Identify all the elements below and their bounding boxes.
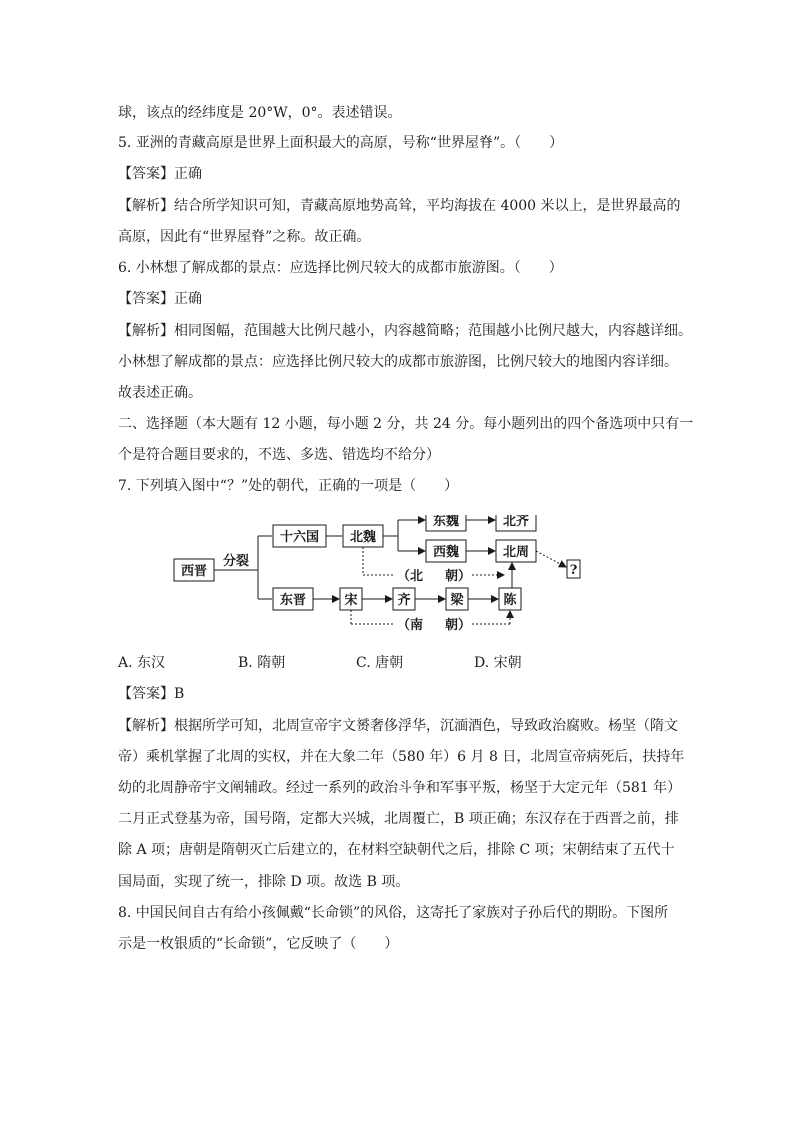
label-beiqi: 北齐 — [502, 515, 530, 529]
question-6-analysis: 【解析】相同图幅，范围越大比例尺越小，内容越简略；范围越小比例尺越大，内容越详细。 — [118, 323, 692, 339]
question-6-analysis: 小林想了解成都的景点：应选择比例尺较大的成都市旅游图，比例尺较大的地图内容详细。 — [118, 354, 678, 370]
label-liang: 梁 — [450, 593, 464, 608]
question-7-analysis: 国局面，实现了统一，排除 D 项。故选 B 项。 — [118, 874, 410, 890]
label-nan: （南 — [396, 618, 424, 633]
label-chao-south: 朝） — [444, 618, 472, 633]
label-split: 分裂 — [222, 554, 250, 569]
question-5-analysis: 【解析】结合所学知识可知，青藏高原地势高耸，平均海拔在 4000 米以上，是世界最高的 — [118, 198, 681, 214]
option-b: B. 隋朝 — [238, 655, 286, 671]
question-6-answer: 【答案】正确 — [118, 291, 202, 307]
label-chao-north: 朝） — [444, 569, 472, 584]
question-5-answer: 【答案】正确 — [118, 166, 202, 182]
label-dongwei: 东魏 — [432, 515, 460, 529]
option-d: D. 宋朝 — [474, 655, 522, 671]
label-dongjin: 东晋 — [279, 593, 307, 608]
label-qi: 齐 — [397, 593, 411, 608]
question-7-analysis: 除 A 项；唐朝是隋朝灭亡后建立的，在材料空缺朝代之后，排除 C 项；宋朝结束了五代十 — [118, 842, 675, 858]
dynasty-diagram — [170, 515, 590, 640]
question-6: 6. 小林想了解成都的景点：应选择比例尺较大的成都市旅游图。（ ） — [118, 260, 563, 276]
text-line: 球，该点的经纬度是 20°W，0°。表述错误。 — [118, 105, 402, 121]
label-song: 宋 — [344, 593, 358, 608]
question-7-analysis: 帝）乘机掌握了北周的实权，并在大象二年（580 年）6 月 8 日，北周宣帝病死后，扶持年 — [118, 749, 685, 765]
label-beizhou: 北周 — [502, 545, 530, 560]
label-beiwei: 北魏 — [349, 530, 377, 545]
question-7-answer: 【答案】B — [118, 686, 185, 702]
section-heading: 二、选择题（本大题有 12 小题，每小题 2 分，共 24 分。每小题列出的四个备选项中只有一 — [118, 416, 694, 432]
question-7-analysis: 幼的北周静帝宇文阐辅政。经过一系列的政治斗争和军事平叛，杨坚于大定元年（581 年） — [118, 780, 682, 796]
label-question-mark: ? — [569, 563, 578, 578]
question-8: 示是一枚银质的“长命锁”，它反映了（ ） — [118, 936, 399, 952]
label-bei: （北 — [396, 569, 424, 584]
question-6-analysis: 故表述正确。 — [118, 385, 202, 401]
question-7-analysis: 二月正式登基为帝，国号隋，定都大兴城，北周覆亡，B 项正确；东汉存在于西晋之前，排 — [118, 811, 679, 827]
question-5: 5. 亚洲的青藏高原是世界上面积最大的高原，号称“世界屋脊”。（ ） — [118, 135, 564, 151]
label-xiwei: 西魏 — [432, 545, 460, 560]
section-heading: 个是符合题目要求的，不选、多选、错选均不给分） — [118, 447, 440, 463]
option-a: A. 东汉 — [118, 655, 166, 671]
question-5-analysis: 高原，因此有“世界屋脊”之称。故正确。 — [118, 229, 371, 245]
question-8: 8. 中国民间自古有给小孩佩戴“长命锁”的风俗，这寄托了家族对子孙后代的期盼。下图所 — [118, 905, 669, 921]
question-7: 7. 下列填入图中“？”处的朝代，正确的一项是（ ） — [118, 478, 459, 494]
label-chen: 陈 — [503, 593, 517, 608]
label-shiliuguo: 十六国 — [279, 530, 320, 545]
question-7-analysis: 【解析】根据所学可知，北周宣帝宇文赟奢侈浮华，沉湎酒色，导致政治腐败。杨坚（隋文 — [118, 718, 678, 734]
option-c: C. 唐朝 — [356, 655, 404, 671]
label-xijin: 西晋 — [180, 564, 208, 579]
